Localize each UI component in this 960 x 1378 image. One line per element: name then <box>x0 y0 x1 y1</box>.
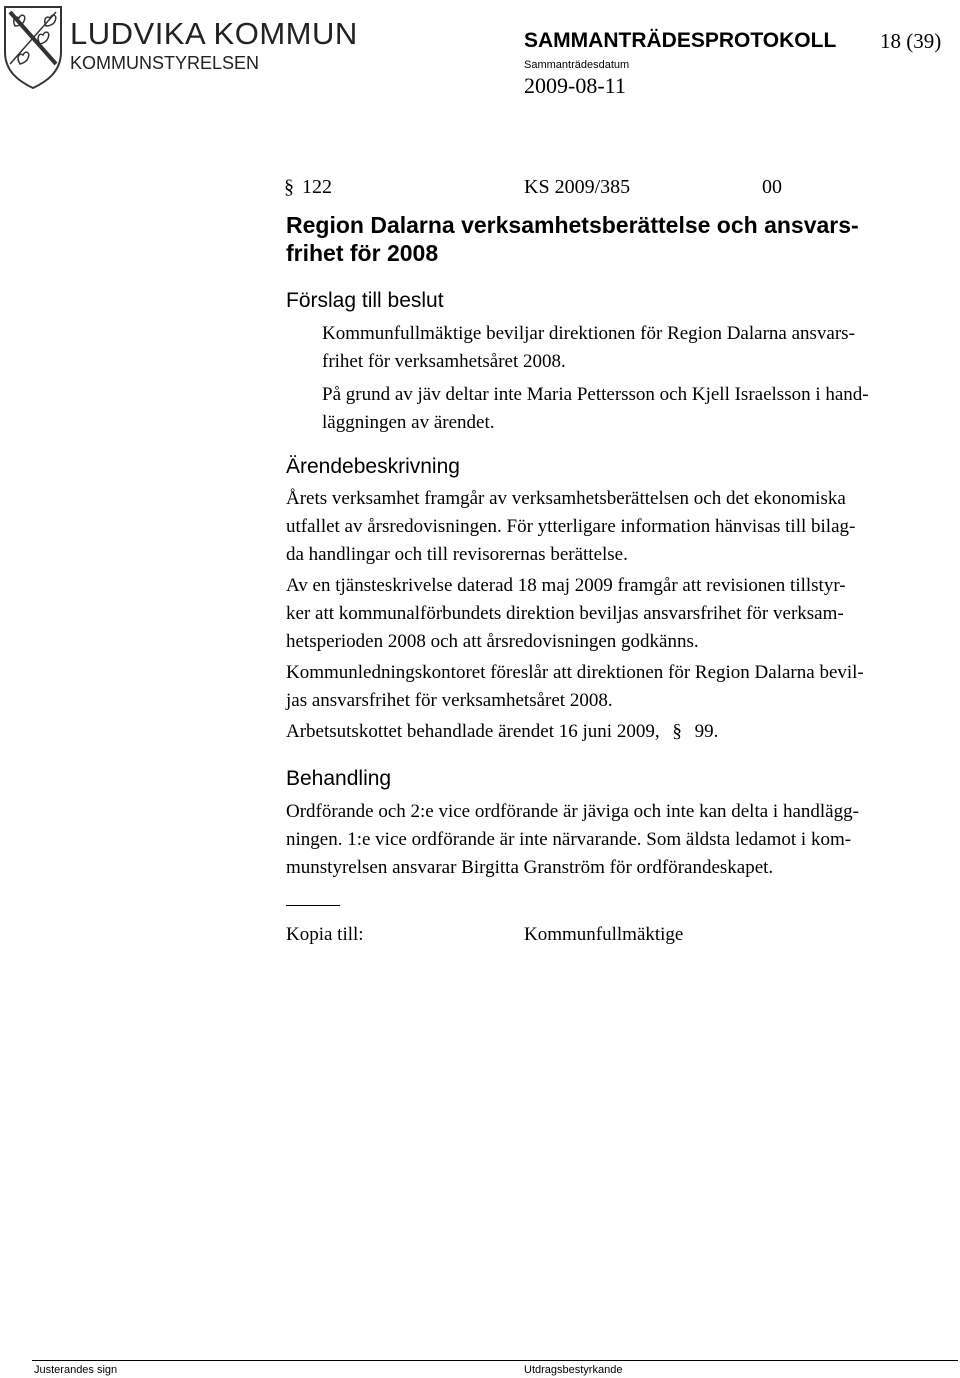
text-line: da handlingar och till revisorernas berättelse. <box>286 544 628 565</box>
section-symbol: § <box>672 721 682 742</box>
text-line: utfallet av årsredovisningen. För ytterligare information hänvisas till bilag- <box>286 516 856 537</box>
text-line: Årets verksamhet framgår av verksamhetsberättelsen och det ekonomiska <box>286 488 846 509</box>
paragraph-number: 99. <box>694 721 719 742</box>
text-line: frihet för verksamhetsåret 2008. <box>322 351 566 372</box>
case-description-paragraph-4 <box>286 718 718 746</box>
case-description-heading: Ärendebeskrivning <box>286 455 460 478</box>
text-line: Av en tjänsteskrivelse daterad 18 maj 2009 framgår att revisionen tillstyr- <box>286 575 846 596</box>
text-line: Kommunledningskontoret föreslår att direktionen för Region Dalarna bevil- <box>286 662 864 683</box>
meeting-date: 2009-08-11 <box>524 73 626 98</box>
text-line: Ordförande och 2:e vice ordförande är jäviga och inte kan delta i handlägg- <box>286 801 859 822</box>
date-label: Sammanträdesdatum <box>524 59 630 71</box>
handling-heading: Behandling <box>286 767 392 790</box>
text-line: läggningen av ärendet. <box>322 412 495 433</box>
item-title <box>286 211 859 267</box>
text-line: munstyrelsen ansvarar Birgitta Granström för ordförandeskapet. <box>286 857 774 878</box>
text-line: Arbetsutskottet behandlade ärendet 16 juni 2009, <box>286 721 660 742</box>
org-unit: KOMMUNSTYRELSEN <box>70 53 260 73</box>
text-line: ningen. 1:e vice ordförande är inte närvarande. Som äldsta ledamot i kom- <box>286 829 852 850</box>
text-line: ker att kommunalförbundets direktion beviljas ansvarsfrihet för verksam- <box>286 603 844 624</box>
text-line: På grund av jäv deltar inte Maria Pettersson och Kjell Israelsson i hand- <box>322 384 869 405</box>
text-line: hetsperioden 2008 och att årsredovisningen godkänns. <box>286 631 699 652</box>
footer-signature-label: Justerandes sign <box>34 1364 118 1376</box>
page-number: 18 (39) <box>880 29 942 53</box>
case-description-paragraph-3 <box>286 659 864 715</box>
handling-paragraph <box>286 798 859 882</box>
proposal-paragraph <box>322 320 855 376</box>
case-code: 00 <box>762 176 782 198</box>
case-reference: KS 2009/385 <box>524 176 631 198</box>
copy-to-label: Kopia till: <box>286 924 364 945</box>
section-symbol: § <box>284 176 294 198</box>
disqualification-paragraph <box>322 381 869 437</box>
item-number: 122 <box>302 176 332 198</box>
footer-rule <box>32 1360 958 1361</box>
copy-to-recipient: Kommunfullmäktige <box>524 924 684 945</box>
municipality-crest <box>2 4 64 90</box>
doc-type-title: SAMMANTRÄDESPROTOKOLL <box>524 29 837 52</box>
proposal-heading: Förslag till beslut <box>286 289 444 312</box>
footer-certification-label: Utdragsbestyrkande <box>524 1364 623 1376</box>
text-line: jas ansvarsfrihet för verksamhetsåret 2008. <box>286 690 613 711</box>
item-title-line: Region Dalarna verksamhetsberättelse och ansvars- <box>286 212 859 238</box>
case-description-paragraph-1 <box>286 485 855 569</box>
text-line: Kommunfullmäktige beviljar direktionen för Region Dalarna ansvars- <box>322 323 855 344</box>
item-title-line: frihet för 2008 <box>286 240 439 266</box>
short-divider <box>286 905 340 906</box>
org-name: LUDVIKA KOMMUN <box>70 16 358 51</box>
case-description-paragraph-2 <box>286 572 846 656</box>
